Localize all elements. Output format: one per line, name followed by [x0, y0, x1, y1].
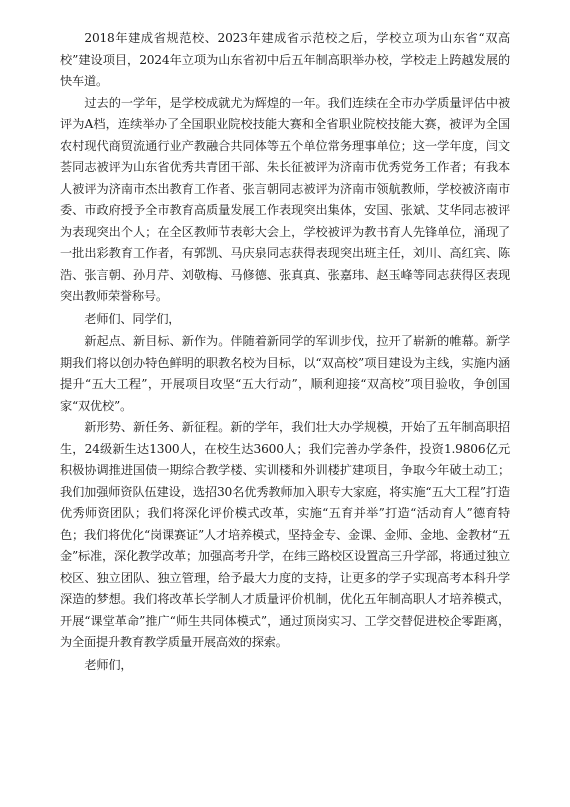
salutation-teachers: 老师们，: [84, 657, 133, 672]
paragraph-history: 2018年建成省规范校、2023年建成省示范校之后，学校立项为山东省“双高校”建设项目，2024年立项为山东省初中后五年制高职举办校，学校走上跨越发展的快车道。: [60, 31, 510, 88]
paragraph-new-journey: 新形势、新任务、新征程。新的学年，我们壮大办学规模，开始了五年制高职招生，24级新生达1300人，在校生达3600人；我们完善办学条件，投资1.9806亿元积极协调推进国债一期综合教学楼、实训楼和外训楼扩建项目，争取今年破土动工；我们加强师资队伍建设，选招30名优秀教师加入职专大家庭，将实施“五大工程”打造优秀师资团队；我们将深化评价模式改革，实施“五育并举”打造“活动育人”德育特色；我们将优化“岗课赛证”人才培养模式，坚持金专、金课、金师、金地、金教材“五金”标准，深化教学改革；加强高考升学，在纬三路校区设置高三升学部，将通过独立校区、独立团队、独立管理，给予最大力度的支持，让更多的学子实现高考本科升学深造的梦想。我们将改革长学制人才质量评价机制，优化五年制高职人才培养模式，开展“课堂革命”推广“师生共同体模式”，通过顶岗实习、工学交替促进校企零距离，为全面提升教育教学质量开展高效的探索。: [60, 420, 510, 649]
salutation-teachers-students: 老师们、同学们，: [84, 311, 181, 326]
paragraph-new-goals: 新起点、新目标、新作为。伴随着新同学的军训步伐，拉开了崭新的帷幕。新学期我们将以创办特色鲜明的职教名校为目标，以“双高校”项目建设为主线，实施内涵提升“五大工程”，开展项目攻坚“五大行动”，顺利迎接“双高校”项目验收，争创国家“双优校”。: [60, 334, 510, 413]
paragraph-achievements: 过去的一学年，是学校成就尤为辉煌的一年。我们连续在全市办学质量评估中被评为A档，连续举办了全国职业院校技能大赛和全省职业院校技能大赛，被评为全国农村现代商贸流通行业产教融合共同体等五个单位常务理事单位；这一学年度，闫文荟同志被评为山东省优秀共青团干部、朱长征被评为济南市优秀党务工作者；有我本人被评为济南市杰出教育工作者、张言朝同志被评为济南市领航教师，学校被济南市委、市政府授予全市教育高质量发展工作表现突出集体，安国、张斌、艾华同志被评为表现突出个人；在全区教师节表彰大会上，学校被评为教书育人先锋单位，涌现了一批出彩教育工作者，有郭凯、马庆泉同志获得表现突出班主任，刘川、高红宾、陈浩、张言朝、孙月芹、刘敬梅、马修德、张真真、张嘉玮、赵玉峰等同志获得区表现突出教师荣誉称号。: [60, 95, 510, 303]
